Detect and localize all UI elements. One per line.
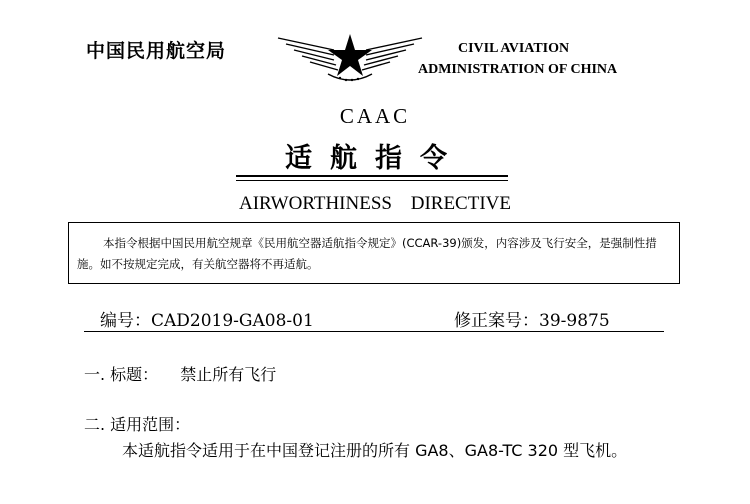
meta-divider [84, 331, 664, 332]
directive-number [100, 306, 314, 331]
section-title [84, 362, 276, 385]
org-name-english-line2: ADMINISTRATION OF CHINA [418, 62, 618, 77]
amendment-number-label: 修正案号： [454, 311, 539, 331]
directive-title-chinese: 适航指令 [285, 143, 465, 174]
legal-notice-box: 本指令根据中国民用航空规章《民用航空器适航指令规定》(CCAR-39)颁发，内容涉及飞行安全，是强制性措施。如不按规定完成，有关航空器将不再适航。 [68, 222, 680, 284]
caac-wings-emblem [276, 30, 424, 86]
directive-title-english: AIRWORTHINESS DIRECTIVE [239, 193, 511, 214]
section-title-value: 禁止所有飞行 [180, 365, 277, 384]
section-applicability-label: 二. 适用范围： [84, 415, 191, 434]
org-name-english-line1: CIVIL AVIATION [458, 41, 570, 56]
section-applicability-body: 本适航指令适用于在中国登记注册的所有 GA8、GA8-TC 320 型飞机。 [122, 441, 628, 460]
amendment-number-value: 39-9875 [539, 311, 610, 331]
org-name-english [418, 38, 617, 80]
title-rule-thin [236, 180, 508, 181]
section-title-label: 一. 标题： [84, 365, 159, 384]
directive-number-label: 编号： [100, 311, 151, 331]
directive-number-value: CAD2019-GA08-01 [151, 311, 314, 331]
org-name-chinese: 中国民用航空局 [86, 40, 227, 62]
caac-heading: CAAC [339, 104, 411, 128]
amendment-number [454, 306, 610, 331]
title-rule-thick [236, 175, 508, 177]
